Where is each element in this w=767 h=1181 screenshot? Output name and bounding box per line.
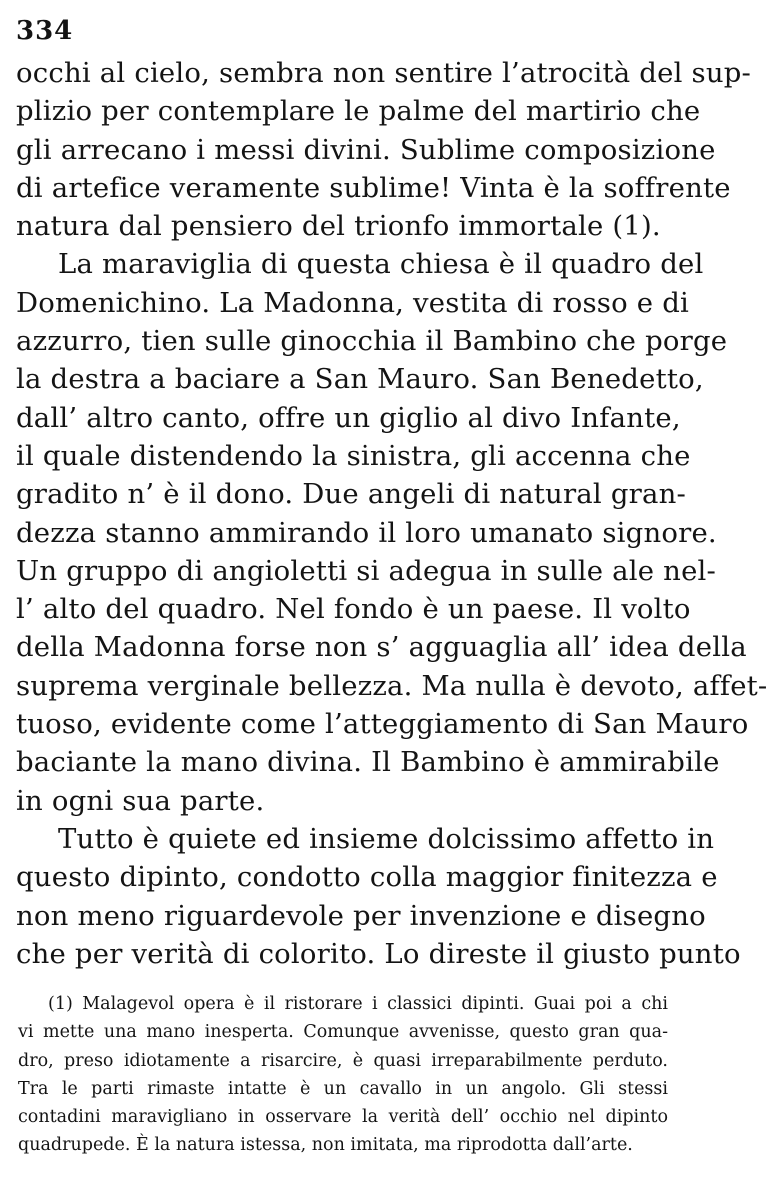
- text-line: gli arrecano i messi divini. Sublime composizione: [16, 133, 716, 166]
- footnote-line: (1) Malagevol opera è il ristorare i classici dipinti. Guai poi a chi: [48, 994, 668, 1014]
- text-line: azzurro, tien sulle ginocchia il Bambino che porge: [16, 325, 728, 358]
- footnote-line: contadini maravigliano in osservare la verità dell’ occhio nel dipinto: [18, 1107, 668, 1128]
- main-text: [16, 54, 767, 973]
- text-line: in ogni sua parte.: [16, 784, 265, 817]
- text-line: Un gruppo di angioletti si adegua in sulle ale nel-: [16, 554, 717, 587]
- text-line: di artefice veramente sublime! Vinta è la soffrente: [16, 171, 731, 204]
- text-line: dall’ altro canto, offre un giglio al divo Infante,: [16, 401, 681, 434]
- text-line: questo dipinto, condotto colla maggior finitezza e: [16, 861, 718, 894]
- text-line: natura dal pensiero del trionfo immortale (1).: [16, 210, 661, 243]
- footnote-line: dro, preso idiotamente a risarcire, è quasi irreparabilmente perduto.: [18, 1050, 668, 1071]
- text-line: l’ alto del quadro. Nel fondo è un paese. Il volto: [16, 593, 691, 626]
- text-line: che per verità di colorito. Lo direste il giusto punto: [16, 937, 741, 970]
- footnote-line: vi mette una mano inesperta. Comunque avvenisse, questo gran qua-: [18, 1022, 668, 1043]
- text-line: Domenichino. La Madonna, vestita di rosso e di: [16, 286, 689, 319]
- text-line: plizio per contemplare le palme del martirio che: [16, 95, 701, 128]
- text-line: tuoso, evidente come l’atteggiamento di San Mauro: [16, 708, 749, 741]
- text-line: baciante la mano divina. Il Bambino è ammirabile: [16, 746, 720, 779]
- footnote: [18, 990, 668, 1160]
- text-line: gradito n’ è il dono. Due angeli di natural gran-: [16, 478, 686, 511]
- page-number: 334: [16, 16, 74, 46]
- footnote-line: quadrupede. È la natura istessa, non imitata, ma riprodotta dall’arte.: [18, 1135, 633, 1156]
- text-line: la destra a baciare a San Mauro. San Benedetto,: [16, 363, 704, 396]
- text-line: non meno riguardevole per invenzione e disegno: [16, 899, 706, 932]
- text-line: dezza stanno ammirando il loro umanato signore.: [16, 516, 717, 549]
- text-line: La maraviglia di questa chiesa è il quadro del: [58, 248, 704, 281]
- text-line: Tutto è quiete ed insieme dolcissimo affetto in: [58, 822, 715, 855]
- text-line: il quale distendendo la sinistra, gli accenna che: [16, 439, 691, 472]
- footnote-line: Tra le parti rimaste intatte è un cavallo in un angolo. Gli stessi: [18, 1078, 668, 1099]
- text-line: occhi al cielo, sembra non sentire l’atrocità del sup-: [16, 57, 752, 89]
- text-line: della Madonna forse non s’ agguaglia all’ idea della: [16, 631, 747, 664]
- text-line: suprema verginale bellezza. Ma nulla è devoto, affet-: [16, 669, 767, 702]
